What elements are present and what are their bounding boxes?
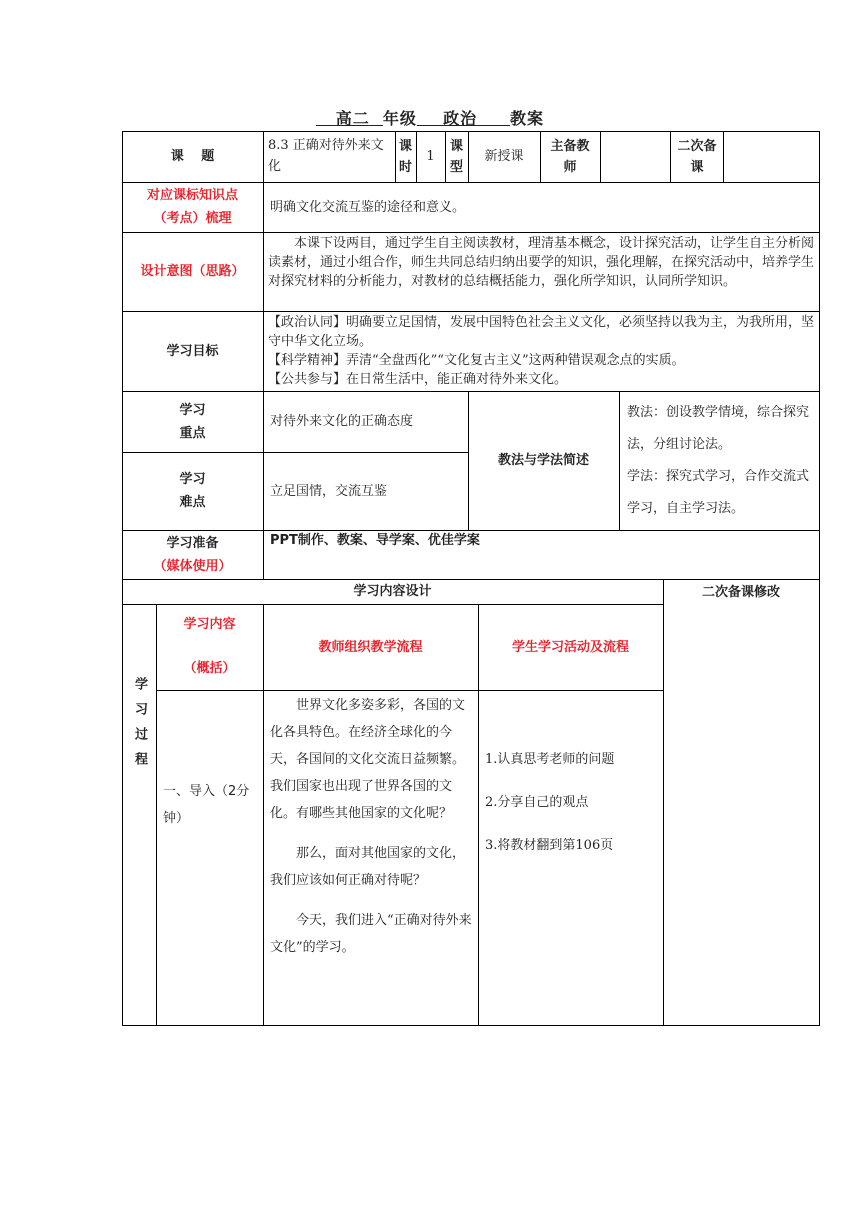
teacher-paragraph: 那么，面对其他国家的文化，我们应该如何正确对待呢？ [270, 846, 466, 888]
key-points-label [122, 391, 263, 452]
difficulties-label [122, 452, 263, 530]
difficulties-content: 立足国情，交流互鉴 [270, 483, 388, 499]
design-intent-label: 设计意图（思路） [140, 264, 245, 279]
learning-method: 学法：探究式学习，合作交流式学习，自主学习法。 [627, 469, 810, 516]
design-intent-content: 本课下设两目，通过学生自主阅读教材，理清基本概念，设计探究活动，让学生自主分析阅读素材，通过小组合作，师生共同总结归纳出要学的知识，强化理解，在探究活动中，培养学生对探究材料的分析能力，对教材的总结概括能力，强化所学知识，认同所学知识。 [268, 236, 815, 289]
key-points-content: 对待外来文化的正确态度 [270, 414, 414, 429]
student-step: 3.将教材翻到第106页 [485, 838, 614, 853]
topic-label: 课 题 [170, 149, 215, 164]
grade-text: 高二 [335, 109, 370, 128]
lead-teacher-value [600, 131, 670, 182]
preparation-label-line1: 学习准备 [166, 535, 219, 551]
preparation-label-line2: （媒体使用） [153, 558, 232, 574]
period-label: 课时 [398, 138, 412, 175]
revision-area [663, 604, 819, 1025]
col-content-line1: 学习内容 [183, 617, 236, 632]
objective-item: 【政治认同】明确要立足国情，发展中国特色社会主义文化，必须坚持以我为主，为我所用，坚守中华文化立场。 [268, 315, 815, 349]
objectives-label: 学习目标 [166, 343, 219, 359]
teaching-method: 教法：创设教学情境，综合探究法，分组讨论法。 [627, 405, 810, 452]
objectives-list [268, 313, 816, 390]
methods-content [627, 397, 815, 527]
second-prep-label: 二次备课 [677, 138, 717, 175]
preparation-content: PPT制作、教案、导学案、优佳学案 [270, 533, 480, 548]
objective-item: 【公共参与】在日常生活中，能正确对待外来文化。 [268, 372, 568, 387]
topic-value: 8.3 正确对待外来文化 [268, 138, 384, 174]
preparation-label [122, 530, 263, 579]
student-step: 2.分享自己的观点 [485, 795, 589, 810]
period-value: 1 [426, 149, 435, 164]
document-title [0, 106, 860, 129]
revision-header: 二次备课修改 [701, 584, 780, 600]
col-content-header [156, 604, 263, 690]
second-prep-value [723, 131, 819, 182]
student-step: 1.认真思考老师的问题 [485, 752, 615, 767]
col-teacher-header: 教师组织教学流程 [318, 639, 423, 655]
process-label: 学习过程 [132, 677, 147, 777]
key-points-label-line1: 学习 [179, 402, 206, 418]
teacher-paragraph: 今天，我们进入“正确对待外来文化”的学习。 [270, 913, 472, 955]
student-flow [485, 738, 661, 858]
methods-label: 教法与学法简述 [497, 453, 589, 468]
col-content-line2: （概括） [183, 661, 236, 676]
type-label: 课型 [449, 138, 463, 175]
standards-content: 明确文化交流互鉴的途径和意义。 [270, 199, 466, 215]
teacher-paragraph: 世界文化多姿多彩，各国的文化各具特色。在经济全球化的今天，各国间的文化交流日益频繁。我们国家也出现了世界各国的文化。有哪些其他国家的文化呢？ [270, 698, 466, 821]
key-points-label-line2: 重点 [179, 425, 206, 441]
doc-type-text: 教案 [510, 109, 545, 128]
difficulties-label-line1: 学习 [179, 472, 206, 487]
standards-label-line1: 对应课标知识点 [146, 188, 238, 203]
teacher-flow [270, 692, 474, 1022]
col-student-header: 学生学习活动及流程 [511, 639, 629, 655]
subject-text: 政治 [443, 109, 478, 128]
lead-teacher-label: 主备教师 [550, 138, 590, 175]
difficulties-label-line2: 难点 [179, 495, 206, 510]
content-design-header: 学习内容设计 [353, 584, 432, 599]
objective-item: 【科学精神】弄清“全盘西化”“文化复古主义”这两种错误观念点的实质。 [268, 353, 685, 368]
grade-suffix: 年级 [382, 109, 417, 128]
section-intro: 一、导入（2分钟） [163, 784, 250, 826]
type-value: 新授课 [484, 149, 524, 164]
standards-label [122, 182, 263, 232]
standards-label-line2: （考点）梳理 [153, 211, 232, 226]
